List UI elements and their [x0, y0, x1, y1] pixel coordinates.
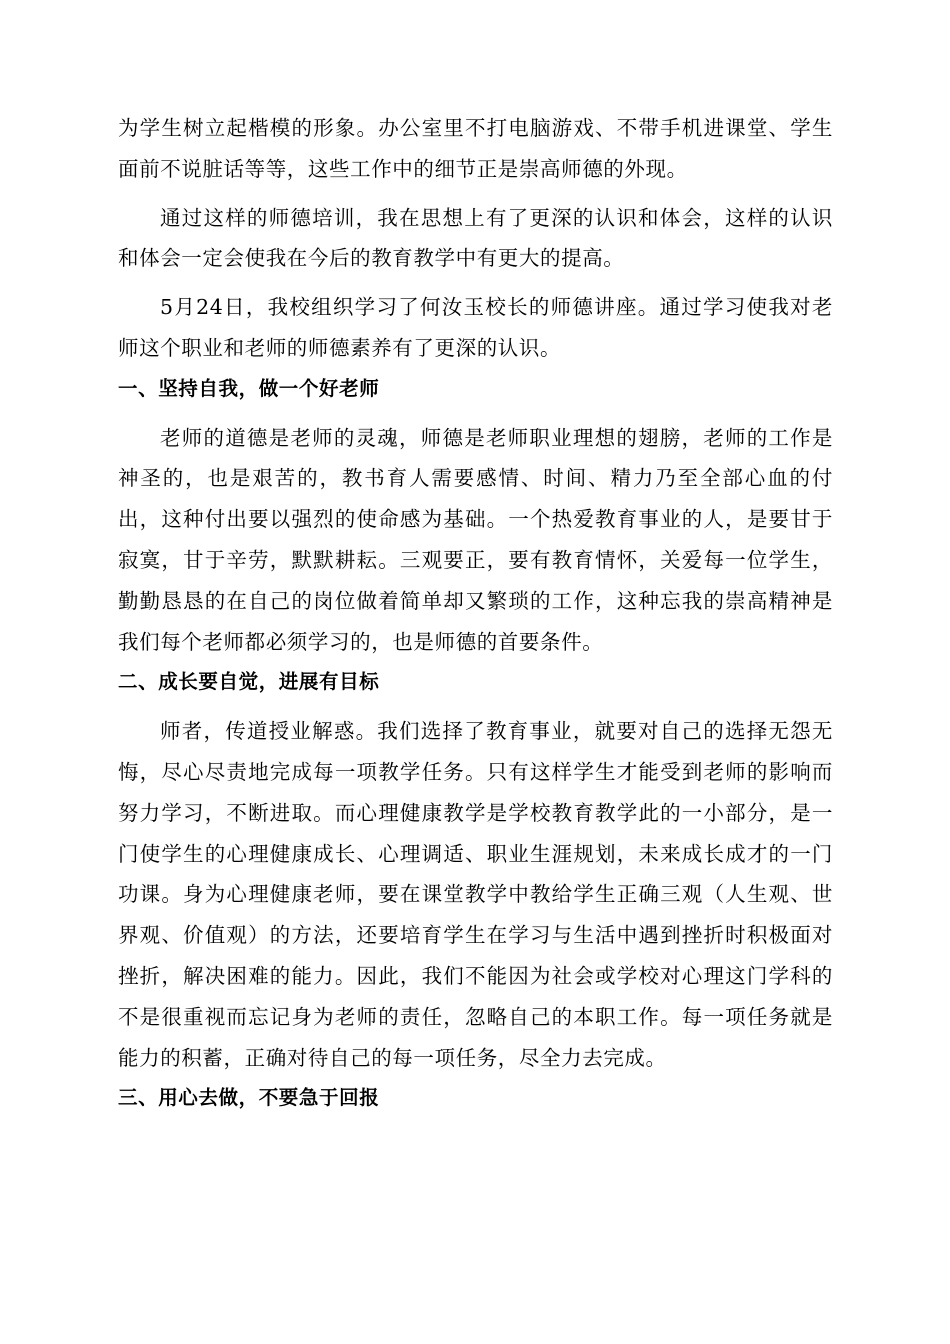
section-heading-3: 三、用心去做，不要急于回报 [118, 1086, 380, 1110]
section-heading-2: 二、成长要自觉，进展有目标 [118, 670, 380, 694]
paragraph-lecture-intro: 5月24日，我校组织学习了何汝玉校长的师德讲座。通过学习使我对老师这个职业和老师的师德素养有了更深的认识。 [118, 295, 833, 360]
section-heading-1: 一、坚持自我，做一个好老师 [118, 376, 380, 400]
paragraph-intro-continuation: 为学生树立起楷模的形象。办公室里不打电脑游戏、不带手机进课堂、学生面前不说脏话等等，这些工作中的细节正是崇高师德的外现。 [118, 116, 833, 181]
paragraph-section-2: 师者，传道授业解惑。我们选择了教育事业，就要对自己的选择无怨无悔，尽心尽责地完成每一项教学任务。只有这样学生才能受到老师的影响而努力学习，不断进取。而心理健康教学是学校教育教学此的一小部分，是一门使学生的心理健康成长、心理调适、职业生涯规划，未来成长成才的一门功课。身为心理健康老师，要在课堂教学中教给学生正确三观（人生观、世界观、价值观）的方法，还要培育学生在学习与生活中遇到挫折时积极面对挫折，解决困难的能力。因此，我们不能因为社会或学校对心理这门学科的不是很重视而忘记身为老师的责任，忽略自己的本职工作。每一项任务就是能力的积蓄，正确对待自己的每一项任务，尽全力去完成。 [118, 719, 833, 1070]
paragraph-section-1: 老师的道德是老师的灵魂，师德是老师职业理想的翅膀，老师的工作是神圣的，也是艰苦的，教书育人需要感情、时间、精力乃至全部心血的付出，这种付出要以强烈的使命感为基础。一个热爱教育事业的人，是要甘于寂寞，甘于辛劳，默默耕耘。三观要正，要有教育情怀，关爱每一位学生，勤勤恳恳的在自己的岗位做着简单却又繁琐的工作，这种忘我的崇高精神是我们每个老师都必须学习的，也是师德的首要条件。 [118, 425, 833, 654]
document-page [118, 108, 833, 1119]
paragraph-training-reflection: 通过这样的师德培训，我在思想上有了更深的认识和体会，这样的认识和体会一定会使我在今后的教育教学中有更大的提高。 [118, 205, 833, 271]
